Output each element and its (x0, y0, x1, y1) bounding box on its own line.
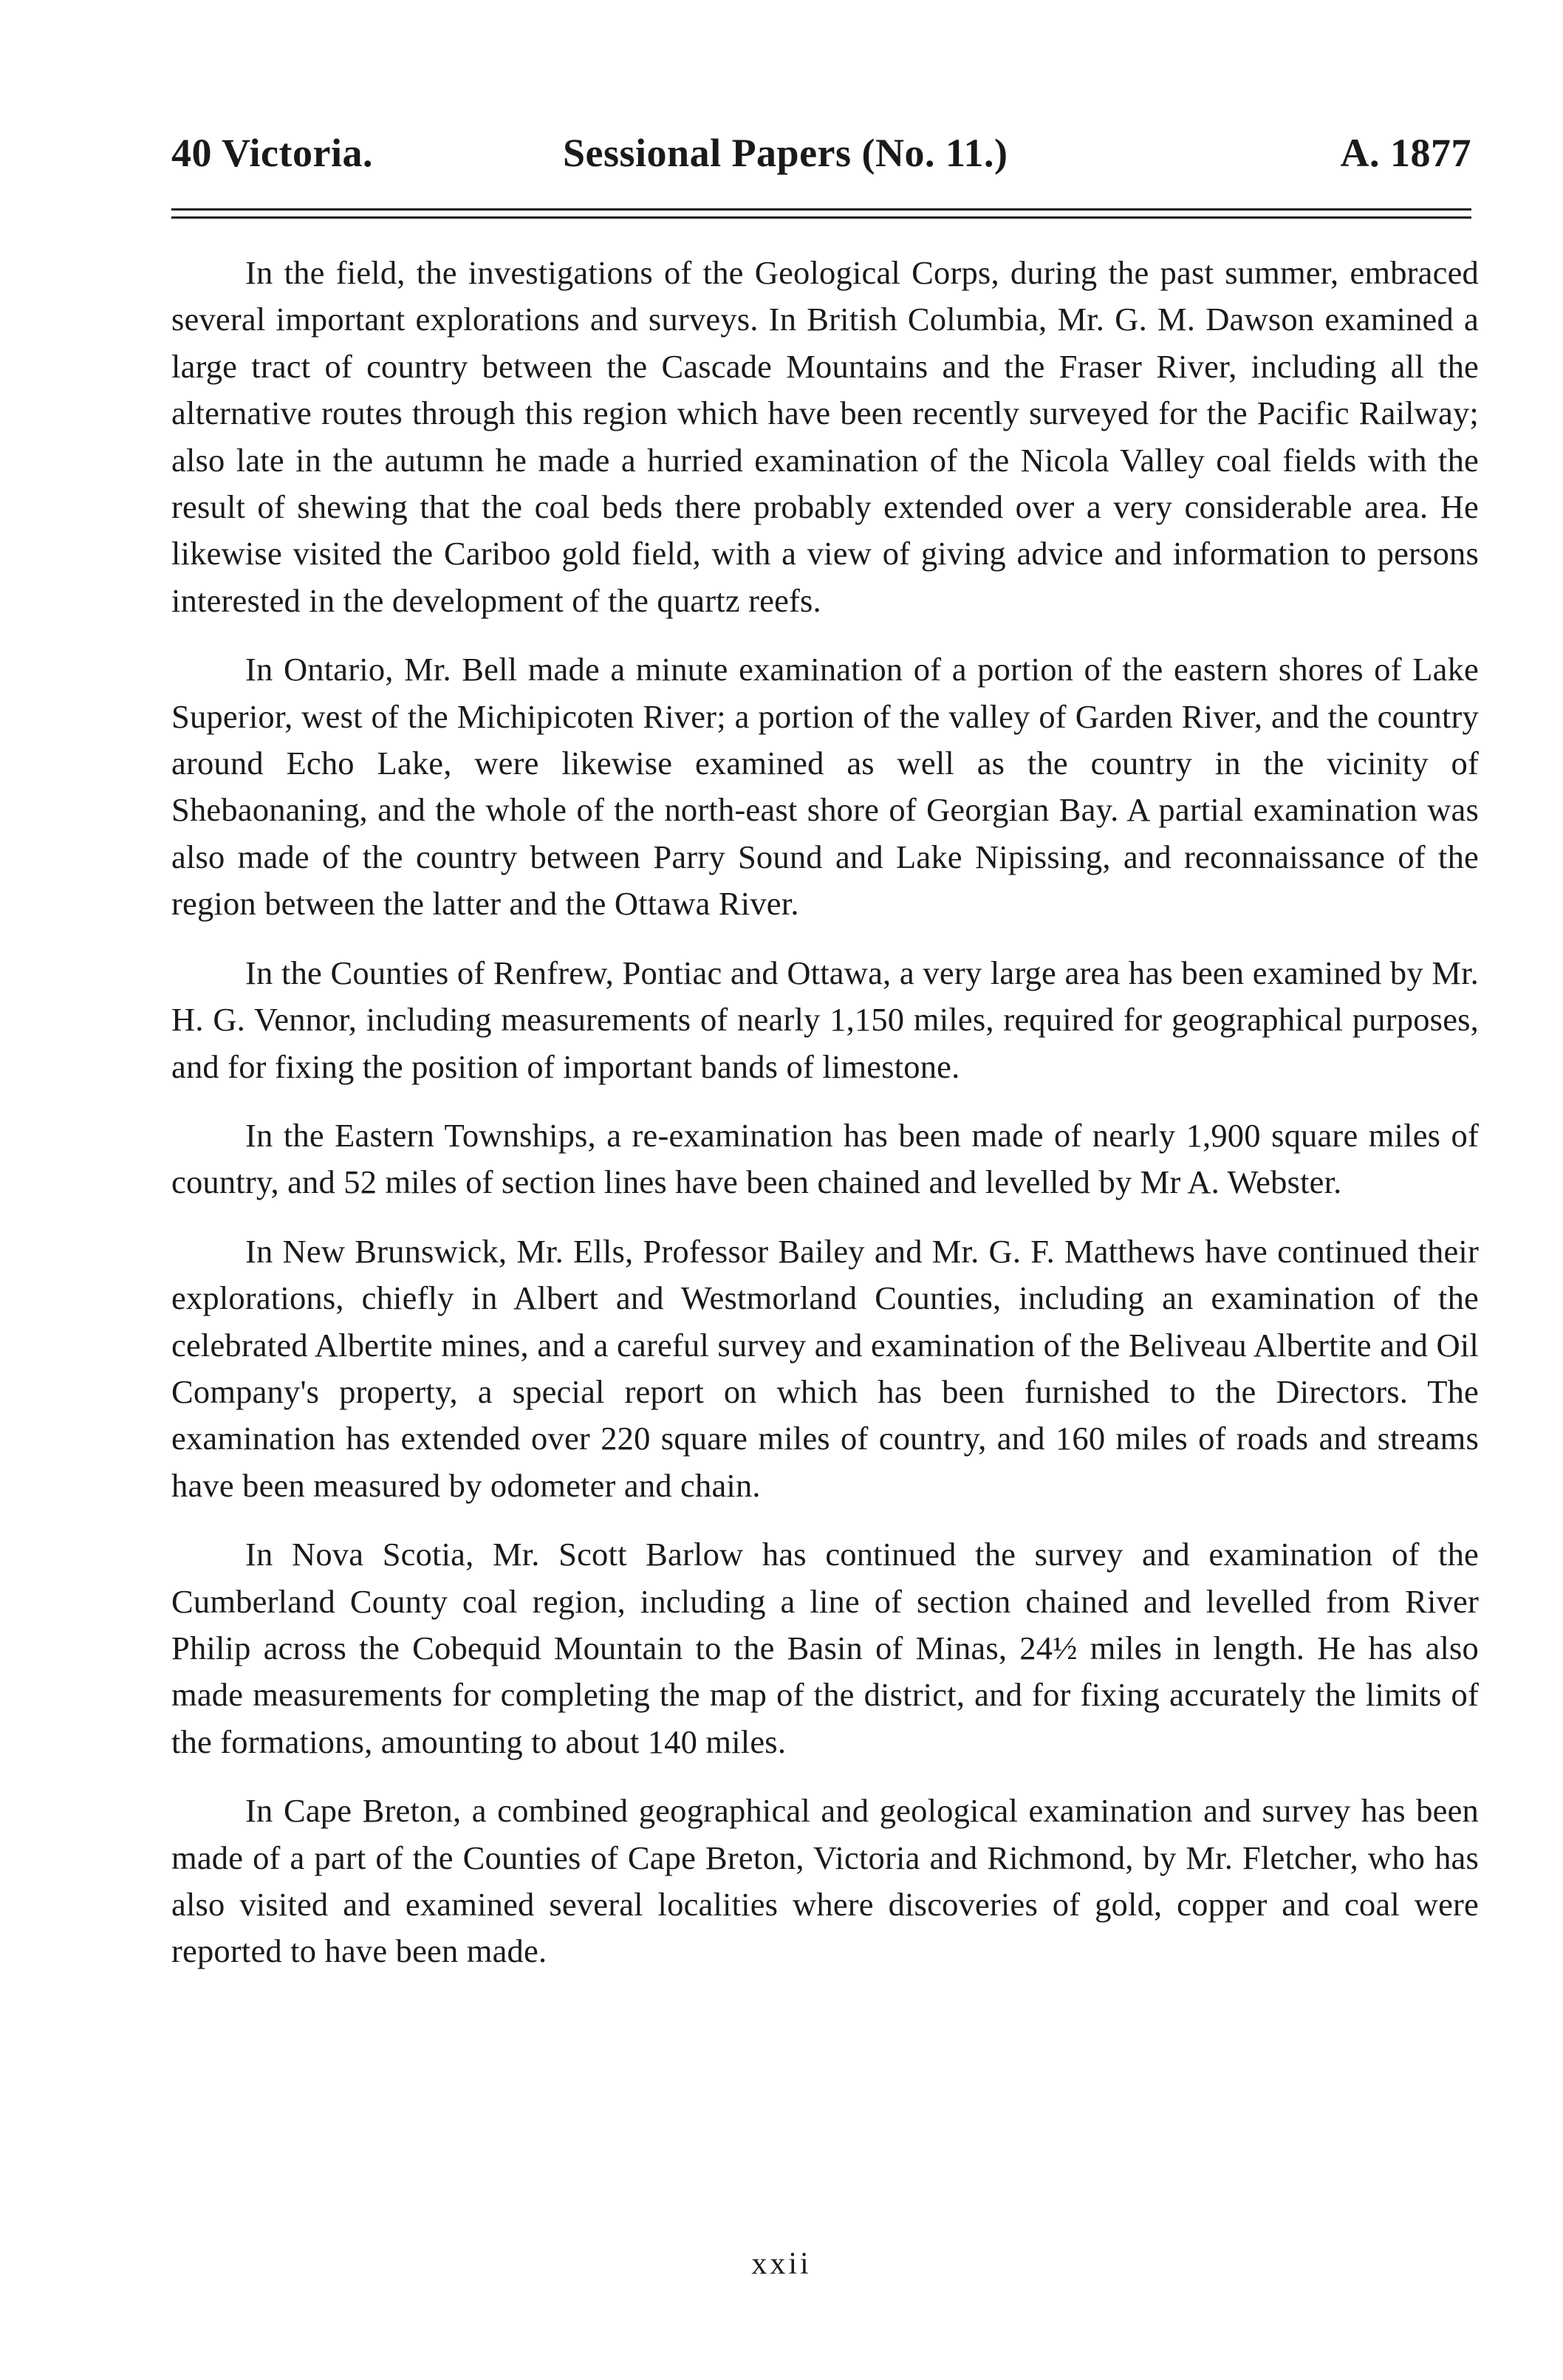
paragraph-cape-breton: In Cape Breton, a combined geographical and geological examination and survey has been made of a part of the Counties of Cape Breton, Victoria and Richmond, by Mr. Fletcher, who has also visited and examined several localities where discoveries of gold, copper and coal were reported to have been made. (171, 1792, 1479, 1970)
header-volume: 40 Victoria. (171, 131, 373, 175)
paragraph-ontario: In Ontario, Mr. Bell made a minute examination of a portion of the eastern shores of Lake Superior, west of the Michipicoten River; a portion of the valley of Garden River, and the country around Echo Lake, were likewise examined as well as the country in the vicinity of Shebaonaning, and the whole of the north-east shore of Georgian Bay. A partial examination was also made of the country between Parry Sound and Lake Nipissing, and reconnaissance of the region between the latter and the Ottawa River. (171, 651, 1479, 923)
paragraph-eastern-townships: In the Eastern Townships, a re-examination has been made of nearly 1,900 square miles of country, and 52 miles of section lines have been chained and levelled by Mr A. Webster. (171, 1116, 1479, 1201)
paragraph-nova-scotia: In Nova Scotia, Mr. Scott Barlow has continued the survey and examination of the Cumberland County coal region, including a line of section chained and levelled from River Philip across the Cobequid Mountain to the Basin of Minas, 24½ miles in length. He has also made measurements for completing the map of the district, and for fixing accurately the limits of the formations, amounting to about 140 miles. (171, 1536, 1479, 1760)
page-folio: xxii (751, 2247, 812, 2281)
paragraph-new-brunswick: In New Brunswick, Mr. Ells, Professor Bailey and Mr. G. F. Matthews have continued their explorations, chiefly in Albert and Westmorland Counties, including an examination of the celebrated Albertite mines, and a careful survey and examination of the Beliveau Albertite and Oil Company's property, a special report on which has been furnished to the Directors. The examination has extended over 220 square miles of country, and 160 miles of roads and streams have been measured by odometer and chain. (171, 1232, 1479, 1504)
header-rule-top (171, 208, 1471, 211)
header-rule-bottom (171, 216, 1471, 219)
body-text (171, 250, 1479, 1991)
paragraph-renfrew-pontiac-ottawa: In the Counties of Renfrew, Pontiac and Ottawa, a very large area has been examined by Mr. H. G. Vennor, including measurements of nearly 1,150 miles, required for geographical purposes, and for fixing the position of important bands of limestone. (171, 954, 1479, 1085)
header-title: Sessional Papers (No. 11.) (563, 131, 1008, 175)
paragraph-field-investigations: In the field, the investigations of the Geological Corps, during the past summer, embraced several important explorations and surveys. In British Columbia, Mr. G. M. Dawson examined a large tract of country between the Cascade Mountains and the Fraser River, including all the alternative routes through this region which have been recently surveyed for the Pacific Railway; also late in the autumn he made a hurried examination of the Nicola Valley coal fields with the result of shewing that the coal beds there probably extended over a very considerable area. He likewise visited the Cariboo gold field, with a view of giving advice and information to persons interested in the development of the quartz reefs. (171, 254, 1479, 619)
running-header (171, 127, 1471, 179)
header-year: A. 1877 (1340, 131, 1471, 175)
